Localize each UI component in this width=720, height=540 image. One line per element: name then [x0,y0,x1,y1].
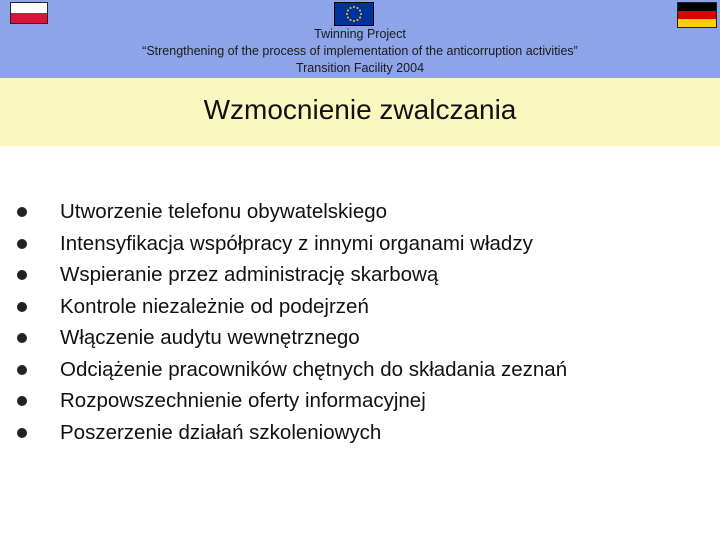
title-band [0,78,720,146]
germany-flag-icon [677,2,717,28]
bullet-icon [17,270,27,280]
eu-flag-icon [334,2,374,26]
list-item [0,291,720,323]
slide-title: Wzmocnienie zwalczania [203,94,517,125]
list-item [0,385,720,417]
poland-flag-icon [10,2,48,24]
list-item-text: Rozpowszechnienie oferty informacyjnej [60,389,426,412]
bullet-icon [17,333,27,343]
list-item-text: Kontrole niezależnie od podejrzeń [60,294,369,318]
list-item-text: Poszerzenie działań szkoleniowych [60,420,382,444]
bullet-icon [17,428,27,438]
bullet-icon [17,207,27,217]
list-item [0,354,720,386]
project-subtitle: “Strengthening of the process of implementation of the anticorruption activities” [142,44,578,58]
project-name: Twinning Project [314,27,406,41]
project-header [0,26,720,77]
list-item [0,196,720,228]
list-item-text: Utworzenie telefonu obywatelskiego [60,200,388,223]
list-item-text: Odciążenie pracowników chętnych do składania zeznań [60,357,568,381]
list-item [0,322,720,354]
list-item-text: Intensyfikacja współpracy z innymi organami władzy [60,231,533,255]
bullet-icon [17,365,27,375]
bullet-icon [17,239,27,249]
bullet-icon [17,396,27,406]
list-item [0,417,720,449]
list-item-text: Włączenie audytu wewnętrznego [60,326,360,349]
list-item [0,228,720,260]
list-item [0,259,720,291]
header-band [0,0,720,78]
program-name: Transition Facility 2004 [295,61,425,75]
bullet-icon [17,302,27,312]
bullet-list [0,196,720,448]
list-item-text: Wspieranie przez administrację skarbową [60,263,439,286]
